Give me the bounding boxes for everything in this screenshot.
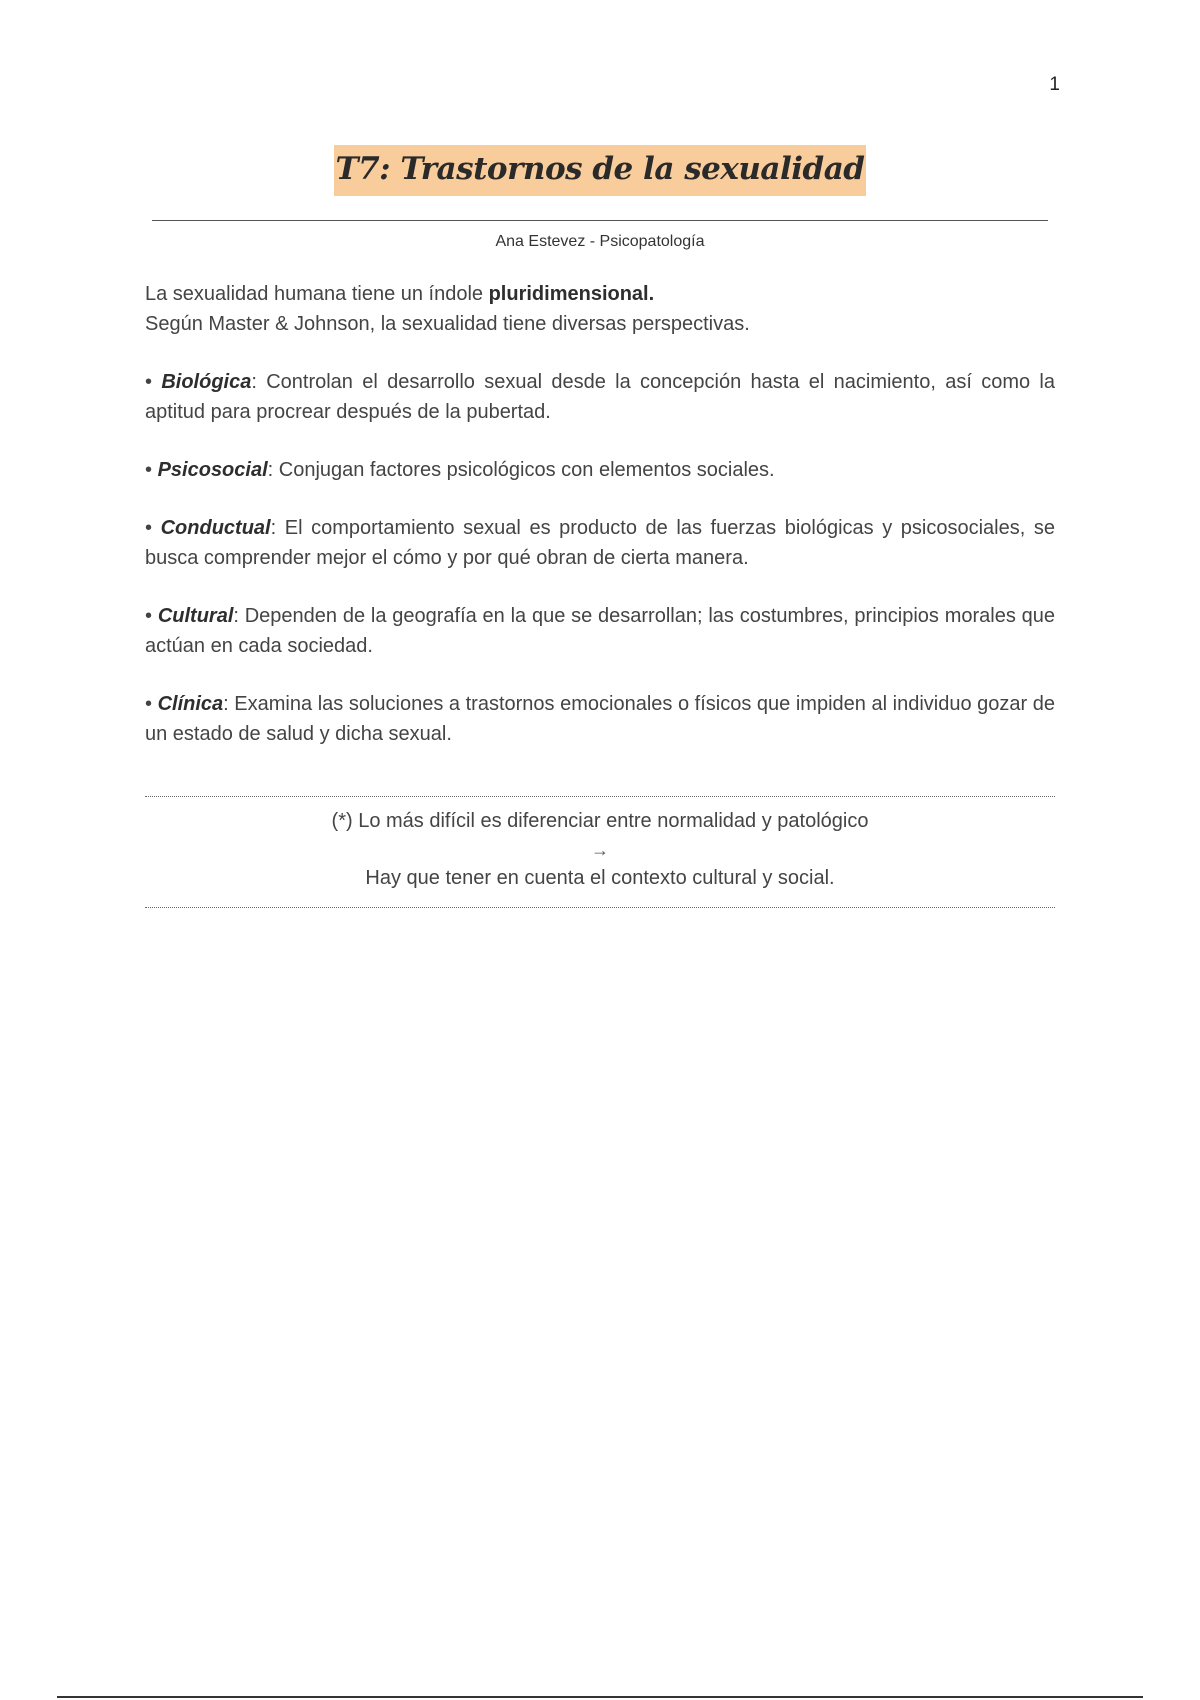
perspective-description: : Dependen de la geografía en la que se desarrollan; las costumbres, principios morales que actúan en cada sociedad. xyxy=(145,605,1055,657)
note-line-1: (*) Lo más difícil es diferenciar entre normalidad y patológico xyxy=(331,810,869,832)
title-container xyxy=(0,145,1200,196)
document-title: T7: Trastornos de la sexualidad xyxy=(334,145,867,196)
perspective-description: : El comportamiento sexual es producto de las fuerzas biológicas y psicosociales, se busca comprender mejor el cómo y por qué obran de cierta manera. xyxy=(145,517,1055,569)
perspective-description: : Controlan el desarrollo sexual desde la concepción hasta el nacimiento, así como la aptitud para procrear después de la pubertad. xyxy=(145,371,1055,423)
bullet: • xyxy=(145,459,153,481)
author-line: Ana Estevez - Psicopatología xyxy=(495,233,705,250)
bullet: • xyxy=(145,605,153,627)
perspective-item-conductual xyxy=(145,513,1055,573)
intro-emphasis: pluridimensional. xyxy=(488,283,655,305)
perspective-description: : Examina las soluciones a trastornos emocionales o físicos que impiden al individuo gozar de un estado de salud y dicha sexual. xyxy=(145,693,1055,745)
title-divider xyxy=(152,220,1048,221)
bullet: • xyxy=(145,517,153,539)
document-body xyxy=(145,279,1055,777)
intro-source-text: Según Master & Johnson, la sexualidad tiene diversas perspectivas. xyxy=(145,313,750,335)
footer-divider xyxy=(57,1696,1143,1698)
perspective-term: Psicosocial xyxy=(157,459,268,481)
perspective-item-biologica xyxy=(145,367,1055,427)
perspective-item-psicosocial xyxy=(145,455,1055,485)
perspective-term: Biológica xyxy=(161,371,252,393)
perspective-term: Cultural xyxy=(157,605,234,627)
page-number: 1 xyxy=(1049,74,1060,95)
perspective-term: Conductual xyxy=(160,517,271,539)
intro-paragraph xyxy=(145,279,1055,339)
perspective-term: Clínica xyxy=(157,693,224,715)
perspective-item-cultural xyxy=(145,601,1055,661)
note-line-2: Hay que tener en cuenta el contexto cultural y social. xyxy=(365,867,835,889)
perspective-description: : Conjugan factores psicológicos con elementos sociales. xyxy=(267,459,775,481)
note-box xyxy=(145,796,1055,908)
bullet: • xyxy=(145,371,153,393)
bullet: • xyxy=(145,693,153,715)
intro-text: La sexualidad humana tiene un índole xyxy=(145,283,489,305)
perspective-item-clinica xyxy=(145,689,1055,749)
right-arrow-icon: → xyxy=(591,840,609,860)
